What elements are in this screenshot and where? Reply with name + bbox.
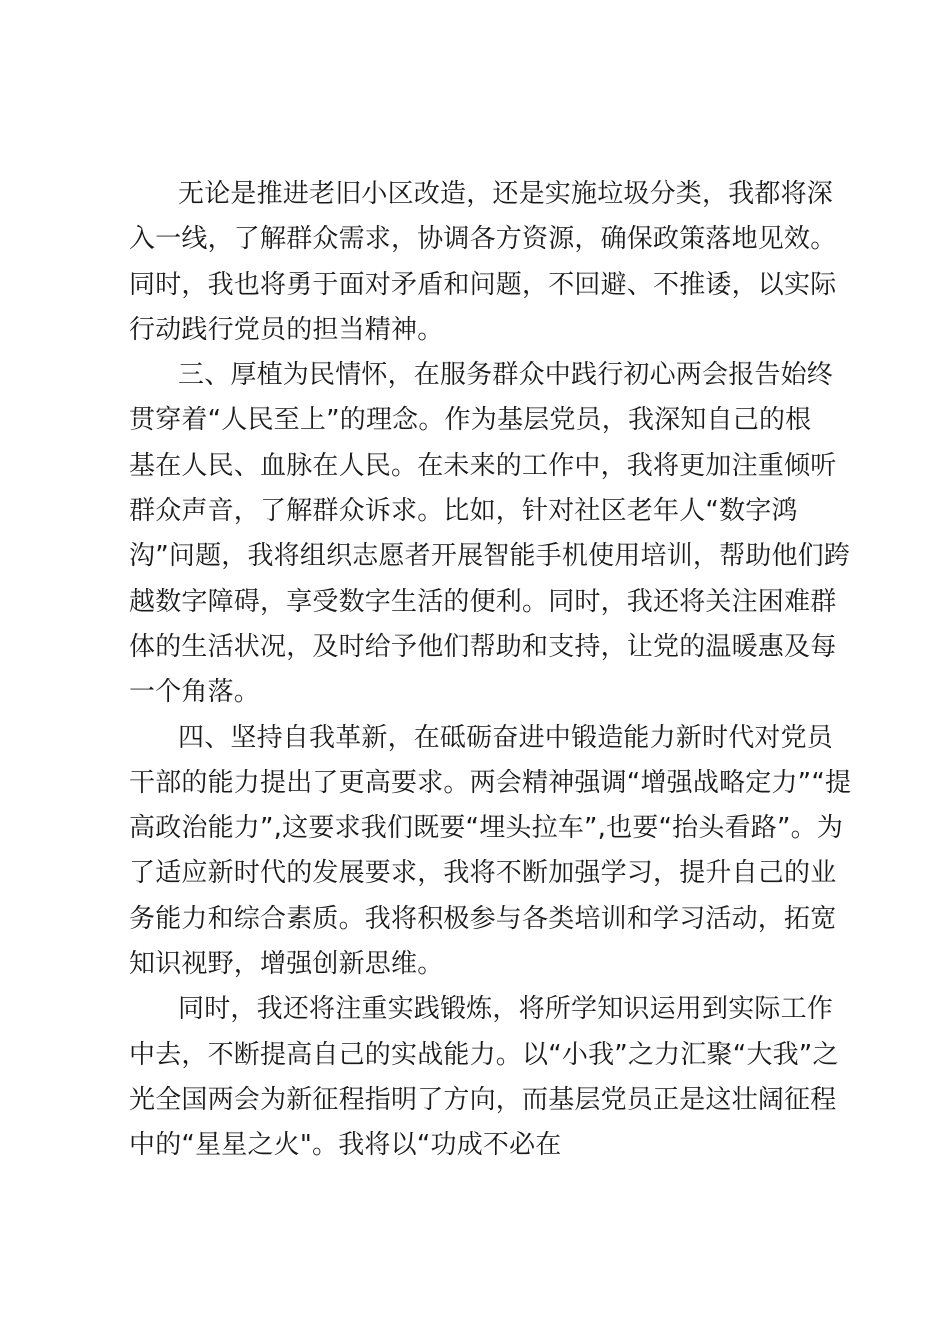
- text-line: 了适应新时代的发展要求，我将不断加强学习，提升自己的业: [129, 858, 837, 889]
- text-line: 越数字障碍，享受数字生活的便利。同时，我还将关注困难群: [129, 586, 837, 617]
- text-line: 高政治能力”,这要求我们既要“埋头拉车”,也要“抬头看路”。为: [129, 813, 844, 844]
- text-line: 行动践行党员的担当精神。: [129, 314, 444, 345]
- text-line: 中去，不断提高自己的实战能力。以“小我”之力汇聚“大我”之: [129, 1039, 839, 1070]
- text-line: 同时，我也将勇于面对矛盾和问题，不回避、不推诿，以实际: [129, 269, 837, 300]
- text-line: 沟”问题，我将组织志愿者开展智能手机使用培训，帮助他们跨: [129, 541, 851, 572]
- text-line: 干部的能力提出了更高要求。两会精神强调“增强战略定力”“提: [129, 767, 852, 798]
- text-line: 中的“星星之火"。我将以“功成不必在: [129, 1130, 562, 1161]
- text-line: 群众声音，了解群众诉求。比如，针对社区老年人“数字鸿: [129, 496, 798, 527]
- text-line: 体的生活状况，及时给予他们帮助和支持，让党的温暖惠及每: [129, 631, 837, 662]
- text-line: 无论是推进老旧小区改造，还是实施垃圾分类，我都将深: [178, 179, 834, 209]
- text-line: 光全国两会为新征程指明了方向，而基层党员正是这壮阔征程: [129, 1084, 837, 1115]
- text-line: 务能力和综合素质。我将积极参与各类培训和学习活动，拓宽: [129, 903, 837, 934]
- text-line: 三、厚植为民情怀，在服务群众中践行初心两会报告始终: [178, 360, 834, 391]
- paragraph: [129, 353, 851, 715]
- paragraph: [129, 987, 839, 1168]
- text-line: 同时，我还将注重实践锻炼，将所学知识运用到实际工作: [178, 994, 834, 1025]
- paragraph: [129, 716, 852, 988]
- text-line: 四、坚持自我革新，在砥砺奋进中锻造能力新时代对党员: [178, 722, 834, 753]
- document-body: [129, 172, 852, 1169]
- text-line: 一个角落。: [129, 677, 261, 708]
- paragraph: [129, 172, 837, 353]
- text-line: 基在人民、血脉在人民。在未来的工作中，我将更加注重倾听: [129, 450, 837, 481]
- text-line: 贯穿着“人民至上”的理念。作为基层党员，我深知自己的根: [129, 405, 812, 436]
- text-line: 知识视野，增强创新思维。: [129, 949, 444, 980]
- text-line: 入一线，了解群众需求，协调各方资源，确保政策落地见效。: [129, 224, 837, 255]
